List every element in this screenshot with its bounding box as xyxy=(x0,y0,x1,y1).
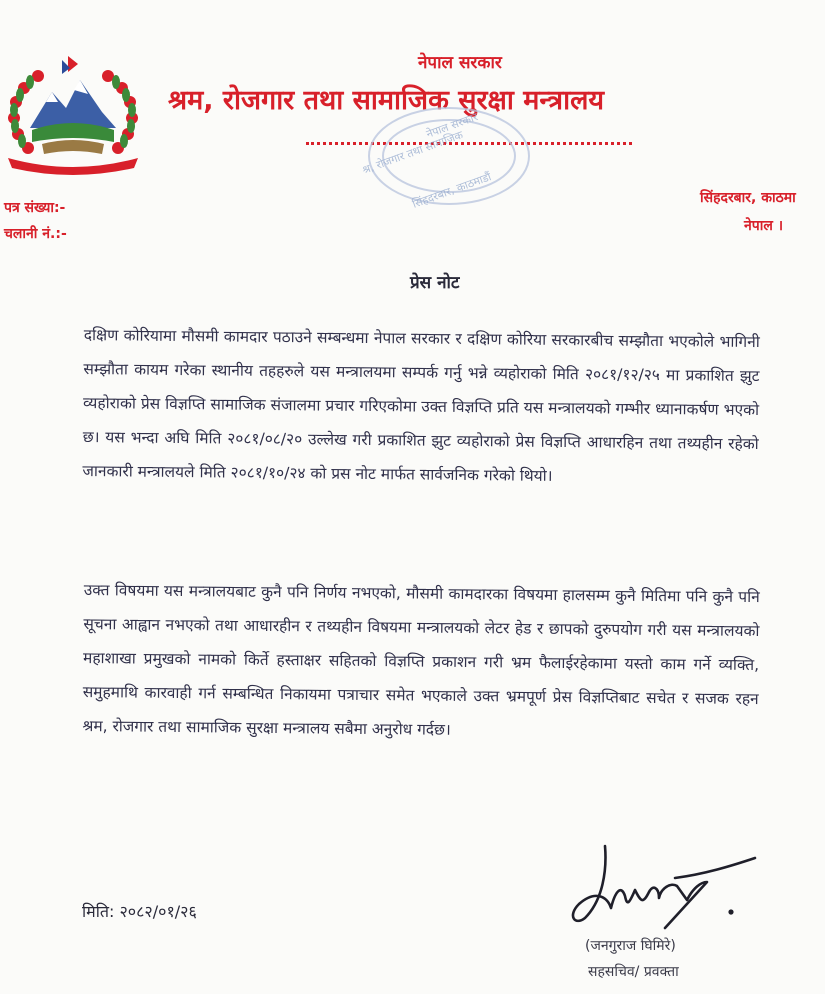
ministry-name: श्रम, रोजगार तथा सामाजिक सुरक्षा मन्त्रालय xyxy=(168,85,605,116)
nepal-emblem-icon xyxy=(2,50,144,178)
svg-text:सिंहदरबार, काठमाडौं: सिंहदरबार, काठमाडौं xyxy=(410,170,493,211)
signer-name: (जनगुराज घिमिरे) xyxy=(585,938,676,954)
body-paragraph-2: उक्त विषयमा यस मन्त्रालयबाट कुनै पनि निर्णय नभएको, मौसमी कामदारका विषयमा हालसम्म कुनै मितिमा पनि कुनै पनि सूचना आह्वान नभएको तथा आधारहीन र तथ्यहीन विषयमा मन्त्रालयको लेटर हेड र छापको दुरुपयोग गरी यस मन्त्रालयको महाशाखा प्रमुखको नामको किर्ते हस्ताक्षर सहितको विज्ञप्ति प्रकाशन गरी भ्रम फैलाईरहेकामा यस्तो काम गर्ने व्यक्ति, समुहमाथि कारवाही गर्न सम्बन्धित निकायमा पत्राचार समेत भएकाले उक्त भ्रमपूर्ण प्रेस विज्ञप्तिबाट सचेत र सजक रहन श्रम, रोजगार तथा सामाजिक सुरक्षा मन्त्रालय सबैमा अनुरोध गर्दछ। xyxy=(82,580,760,739)
document-title: प्रेस नोट xyxy=(410,273,460,293)
ministry-address: सिंहदरबार, काठमा xyxy=(700,190,796,206)
government-name: नेपाल सरकार xyxy=(418,53,502,73)
ministry-stamp-icon xyxy=(344,96,534,226)
signer-designation: सहसचिव/ प्रवक्ता xyxy=(588,964,679,980)
signature-icon xyxy=(555,830,765,945)
reference-number-label: पत्र संख्या:- xyxy=(4,200,66,216)
country-name: नेपाल । xyxy=(744,218,784,234)
svg-text:नेपाल सरकार: नेपाल सरकार xyxy=(424,110,480,141)
body-paragraph-1: दक्षिण कोरियामा मौसमी कामदार पठाउने सम्बन्धमा नेपाल सरकार र दक्षिण कोरिया सरकारबीच सम्झौता भएकोले भागिनी सम्झौता कायम गरेका स्थानीय तहहरुले यस मन्त्रालयमा सम्पर्क गर्नु भन्ने व्यहोराको मिति २०८१/१२/२५ मा प्रकाशित झुट व्यहोराको प्रेस विज्ञप्ति सामाजिक संजालमा प्रचार गरिएकोमा उक्त विज्ञप्ति प्रति यस मन्त्रालयको गम्भीर ध्यानाकर्षण भएको छ। यस भन्दा अघि मिति २०८१/०८/२० उल्लेख गरी प्रकाशित झुट व्यहोराको प्रेस विज्ञप्ति आधारहिन तथा तथ्यहीन रहेको जानकारी मन्त्रालयले मिति २०८१/१०/२४ को प्रस नोट मार्फत सार्वजनिक गरेको थियो। xyxy=(82,325,760,485)
issue-date: मिति: २०८२/०१/२६ xyxy=(82,902,197,921)
svg-text:श्र, रोजगार तथा सामाजिक: श्र, रोजगार तथा सामाजिक xyxy=(360,128,465,177)
dispatch-number-label: चलानी नं.:- xyxy=(4,226,67,242)
